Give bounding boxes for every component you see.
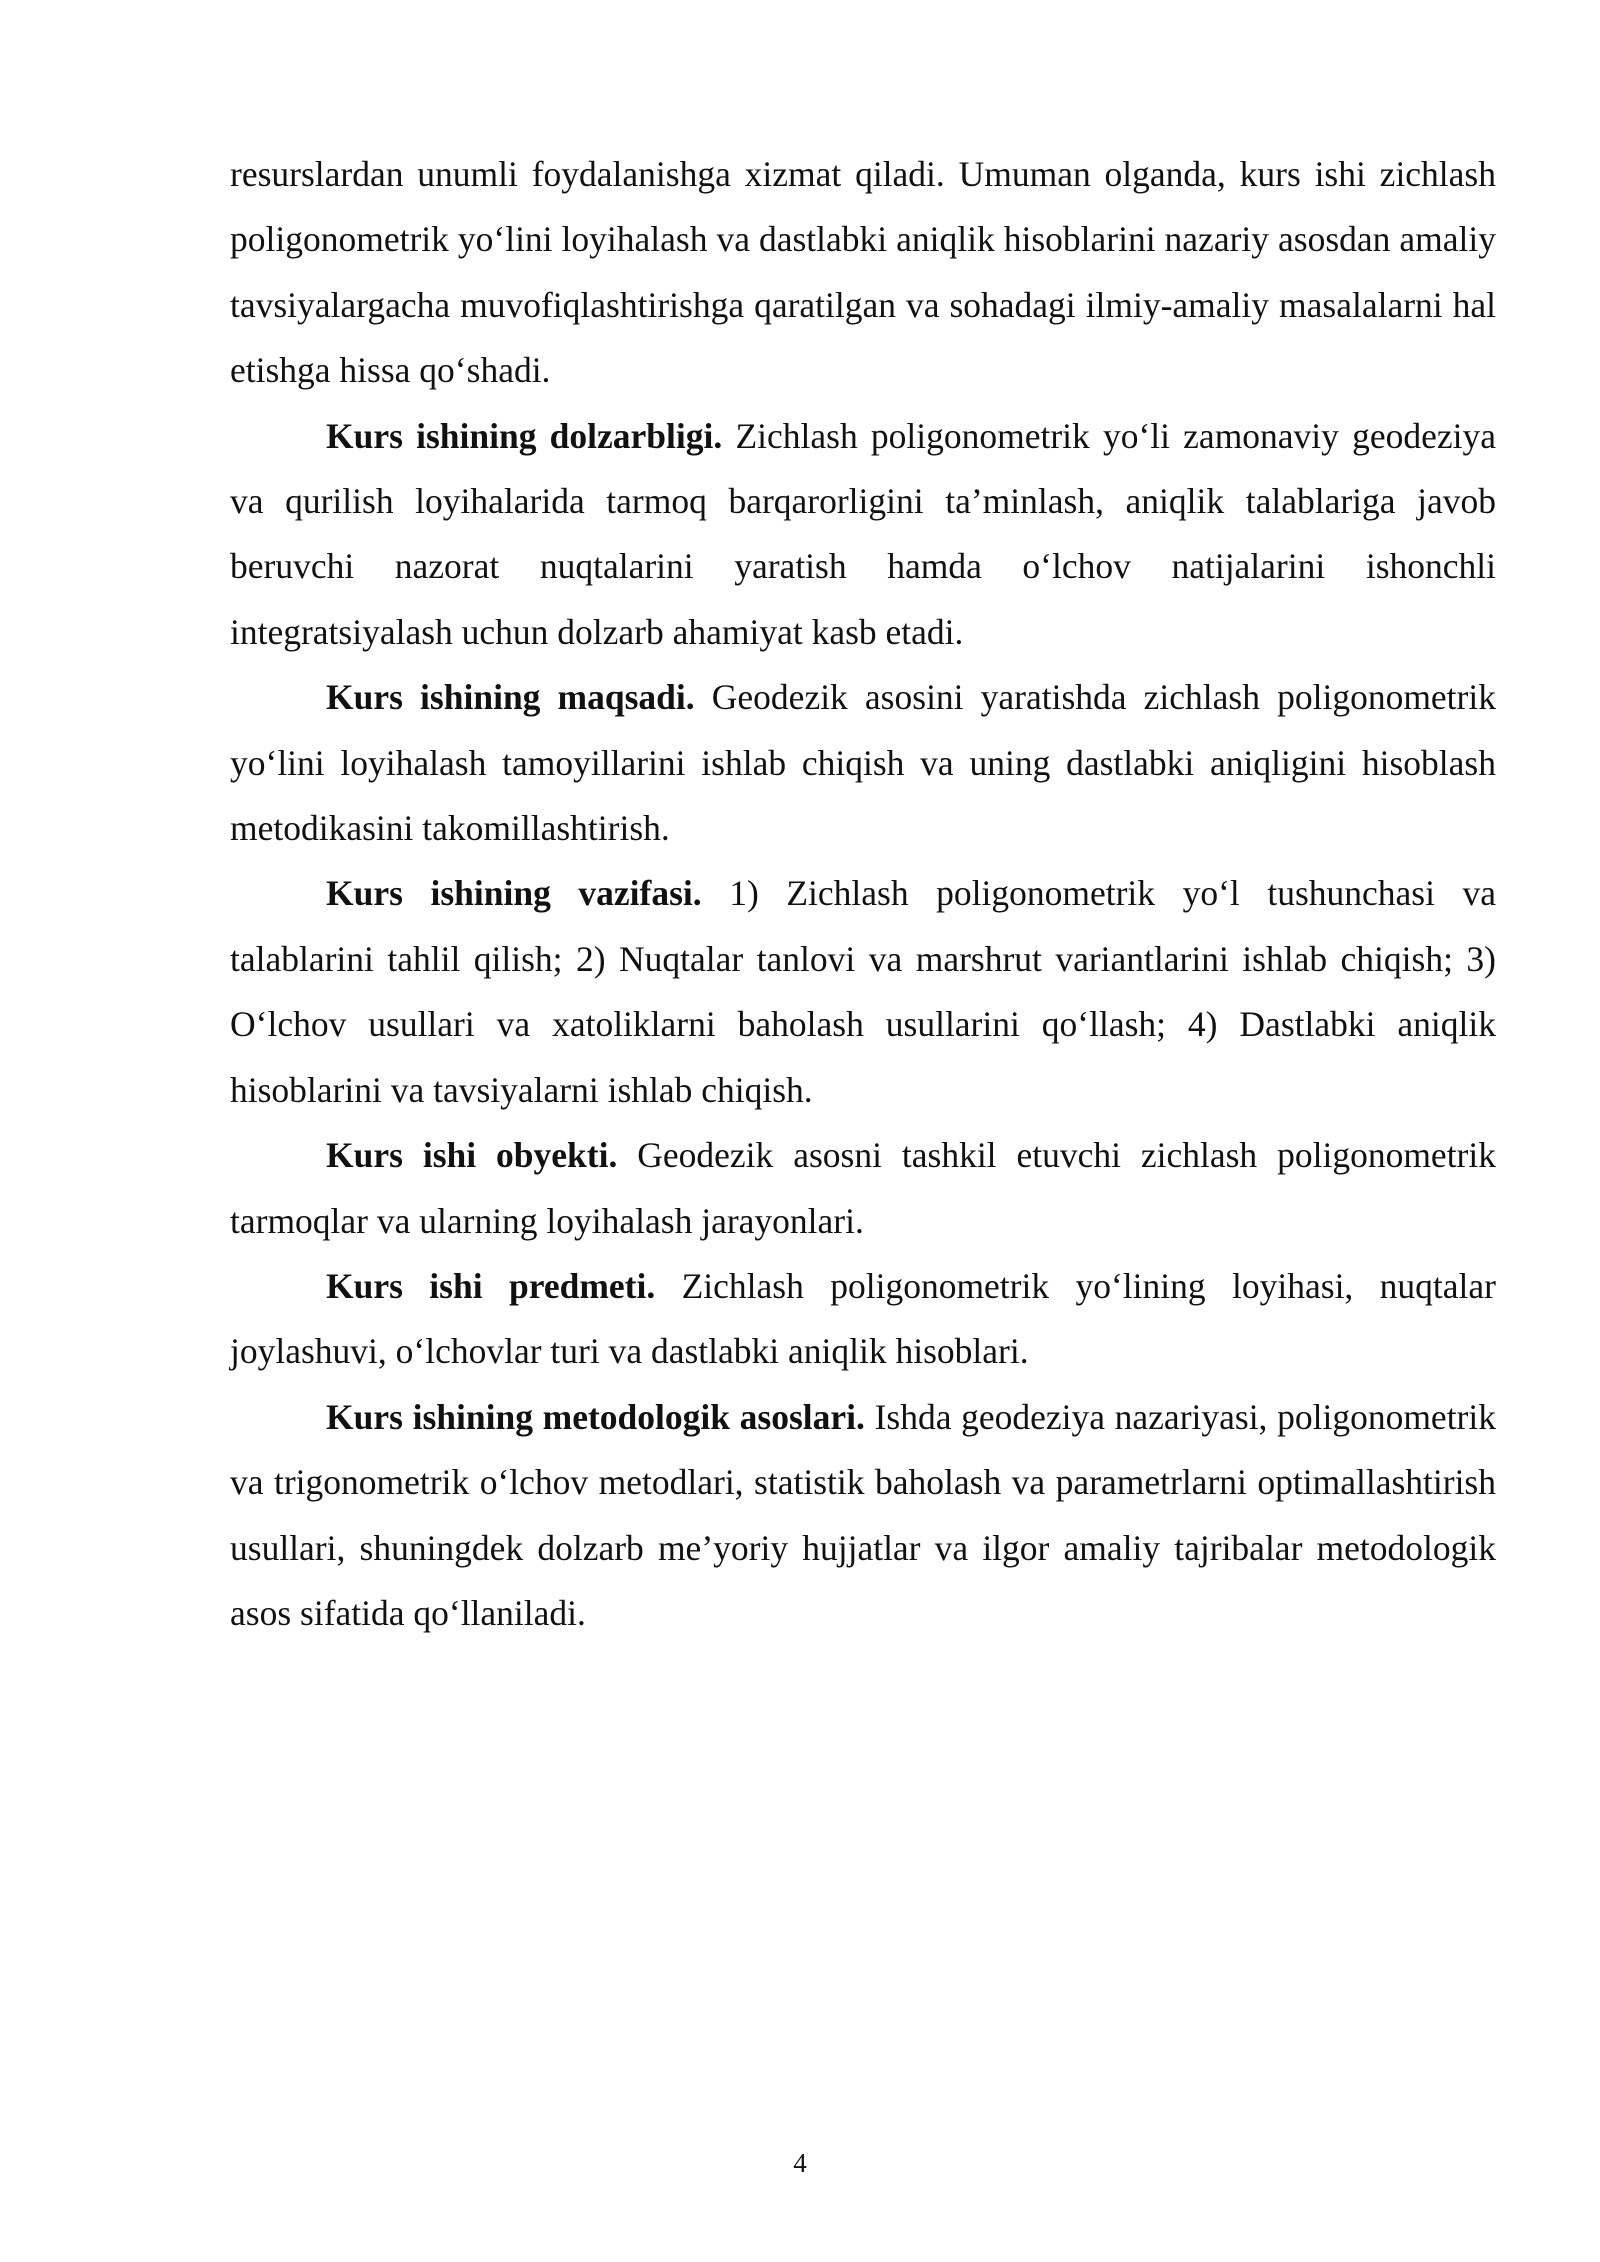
section-heading: Kurs ishi predmeti. bbox=[326, 1265, 656, 1306]
section-object bbox=[230, 1123, 1496, 1254]
intro-paragraph: resurslardan unumli foydalanishga xizmat qiladi. Umuman olganda, kurs ishi zichlash poligonometrik yo‘lini loyihalash va dastlabki aniqlik hisoblarini nazariy asosdan amaliy tavsiyalargacha muvofiqlashtirishga qaratilgan va sohadagi ilmiy-amaliy masalalarni hal etishga hissa qo‘shadi. bbox=[230, 154, 1496, 391]
section-goal bbox=[230, 665, 1496, 861]
section-subject bbox=[230, 1254, 1496, 1385]
section-relevance bbox=[230, 404, 1496, 666]
section-heading: Kurs ishining dolzarbligi. bbox=[326, 415, 723, 456]
section-heading: Kurs ishining vazifasi. bbox=[326, 873, 702, 914]
section-text: Zichlash poligonometrik yo‘li zamonaviy geodeziya va qurilish loyihalarida tarmoq barqarorligini ta’minlash, aniqlik talablariga javob beruvchi nazorat nuqtalarini yaratish hamda o‘lchov natijalarini ishonchli integratsiyalash uchun dolzarb ahamiyat kasb etadi. bbox=[230, 415, 1496, 652]
section-methodology bbox=[230, 1385, 1496, 1647]
section-text: Geodezik asosini yaratishda zichlash poligonometrik yo‘lini loyihalash tamoyillarini ishlab chiqish va uning dastlabki aniqligini hisoblash metodikasini takomillashtirish. bbox=[230, 677, 1496, 849]
document-body bbox=[230, 142, 1496, 1646]
section-text: Zichlash poligonometrik yo‘lining loyihasi, nuqtalar joylashuvi, o‘lchovlar turi va dastlabki aniqlik hisoblari. bbox=[230, 1265, 1496, 1372]
page-number: 4 bbox=[793, 2148, 807, 2178]
section-heading: Kurs ishining maqsadi. bbox=[326, 677, 695, 718]
section-text: Ishda geodeziya nazariyasi, poligonometrik va trigonometrik o‘lchov metodlari, statistik baholash va parametrlarni optimallashtirish usullari, shuningdek dolzarb me’yoriy hujjatlar va ilgor amaliy tajribalar metodologik asos sifatida qo‘llaniladi. bbox=[230, 1396, 1496, 1633]
section-heading: Kurs ishining metodologik asoslari. bbox=[326, 1396, 865, 1437]
section-heading: Kurs ishi obyekti. bbox=[326, 1135, 618, 1176]
section-tasks bbox=[230, 861, 1496, 1123]
section-text: Geodezik asosni tashkil etuvchi zichlash poligonometrik tarmoqlar va ularning loyihalash jarayonlari. bbox=[230, 1135, 1496, 1241]
section-text: 1) Zichlash poligonometrik yo‘l tushunchasi va talablarini tahlil qilish; 2) Nuqtalar tanlovi va marshrut variantlarini ishlab chiqish; 3) O‘lchov usullari va xatoliklarni baholash usullarini qo‘llash; 4) Dastlabki aniqlik hisoblarini va tavsiyalarni ishlab chiqish. bbox=[230, 873, 1497, 1110]
